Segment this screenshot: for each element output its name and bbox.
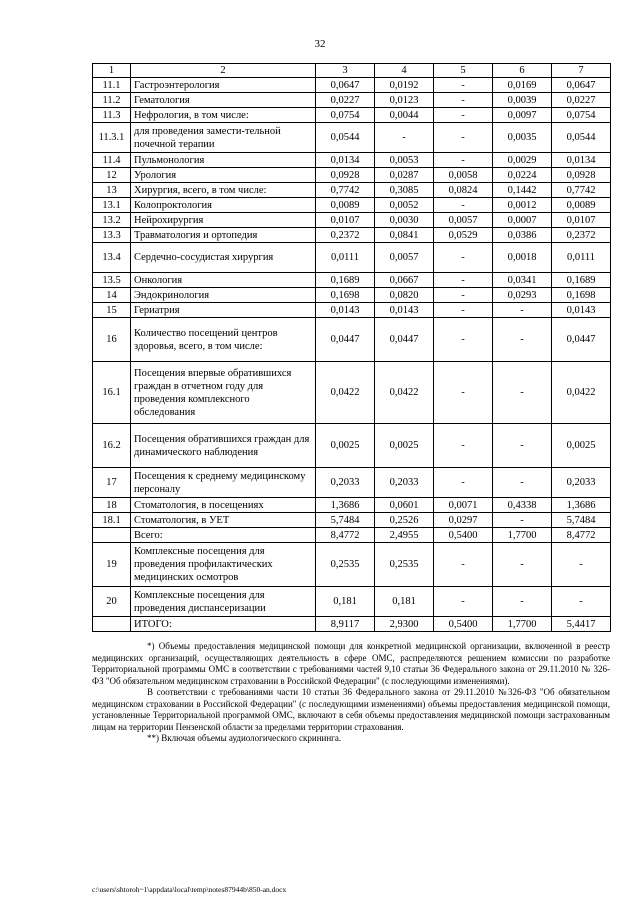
header-cell: 7 (552, 64, 611, 78)
row-number-cell: 20 (93, 587, 131, 617)
value-cell-4: 2,9300 (375, 617, 434, 632)
row-number-cell: 11.1 (93, 78, 131, 93)
value-cell-7: 0,0107 (552, 213, 611, 228)
row-name-cell: Сердечно-сосудистая хирургия (131, 243, 316, 273)
value-cell-4: - (375, 123, 434, 153)
row-name-cell: для проведения замести-тельной почечной терапии (131, 123, 316, 153)
header-cell: 6 (493, 64, 552, 78)
row-number-cell: 11.4 (93, 153, 131, 168)
table-row (93, 498, 611, 513)
value-cell-5: - (434, 288, 493, 303)
table-row (93, 243, 611, 273)
value-cell-4: 0,0123 (375, 93, 434, 108)
row-number-cell: 16.2 (93, 424, 131, 468)
value-cell-7: 5,7484 (552, 513, 611, 528)
value-cell-7: - (552, 587, 611, 617)
value-cell-6: - (493, 303, 552, 318)
value-cell-3: 0,1698 (316, 288, 375, 303)
value-cell-5: - (434, 93, 493, 108)
page-number: 32 (314, 38, 326, 50)
value-cell-3: 0,2535 (316, 543, 375, 587)
value-cell-4: 0,0053 (375, 153, 434, 168)
table-row (93, 424, 611, 468)
value-cell-4: 0,0422 (375, 362, 434, 424)
table-row (93, 318, 611, 362)
table-row (93, 273, 611, 288)
table-row (93, 528, 611, 543)
value-cell-3: 0,0107 (316, 213, 375, 228)
value-cell-5: 0,5400 (434, 617, 493, 632)
value-cell-3: 0,0447 (316, 318, 375, 362)
row-name-cell: Посещения к среднему медицинскому персоналу (131, 468, 316, 498)
table-row (93, 93, 611, 108)
table-row (93, 108, 611, 123)
value-cell-4: 0,0030 (375, 213, 434, 228)
value-cell-5: - (434, 108, 493, 123)
row-number-cell: 13 (93, 183, 131, 198)
value-cell-5: - (434, 243, 493, 273)
row-name-cell: Травматология и ортопедия (131, 228, 316, 243)
value-cell-6: 0,0341 (493, 273, 552, 288)
value-cell-3: 0,0089 (316, 198, 375, 213)
row-number-cell: 13.4 (93, 243, 131, 273)
value-cell-7: 0,0928 (552, 168, 611, 183)
table-row (93, 78, 611, 93)
value-cell-4: 0,2535 (375, 543, 434, 587)
value-cell-7: 0,0647 (552, 78, 611, 93)
value-cell-7: 0,0227 (552, 93, 611, 108)
value-cell-6: - (493, 587, 552, 617)
value-cell-5: - (434, 543, 493, 587)
row-name-cell: Урология (131, 168, 316, 183)
value-cell-7: 0,1698 (552, 288, 611, 303)
value-cell-3: 0,0025 (316, 424, 375, 468)
value-cell-7: 0,1689 (552, 273, 611, 288)
value-cell-4: 0,0044 (375, 108, 434, 123)
row-number-cell: 15 (93, 303, 131, 318)
value-cell-6: - (493, 468, 552, 498)
table-row (93, 303, 611, 318)
row-name-cell: Гериатрия (131, 303, 316, 318)
value-cell-5: 0,0824 (434, 183, 493, 198)
value-cell-7: 0,0754 (552, 108, 611, 123)
value-cell-6: - (493, 318, 552, 362)
value-cell-5: - (434, 78, 493, 93)
row-number-cell: 18.1 (93, 513, 131, 528)
value-cell-4: 0,3085 (375, 183, 434, 198)
row-number-cell: 11.2 (93, 93, 131, 108)
value-cell-3: 0,7742 (316, 183, 375, 198)
row-number-cell: 19 (93, 543, 131, 587)
table-row (93, 153, 611, 168)
header-cell: 3 (316, 64, 375, 78)
value-cell-6: 0,0012 (493, 198, 552, 213)
value-cell-6: 0,4338 (493, 498, 552, 513)
value-cell-6: 0,0029 (493, 153, 552, 168)
value-cell-6: - (493, 543, 552, 587)
value-cell-7: 0,0544 (552, 123, 611, 153)
row-number-cell: 13.1 (93, 198, 131, 213)
value-cell-7: 8,4772 (552, 528, 611, 543)
row-number-cell: 16 (93, 318, 131, 362)
value-cell-5: 0,0529 (434, 228, 493, 243)
value-cell-5: - (434, 273, 493, 288)
value-cell-7: - (552, 543, 611, 587)
value-cell-7: 0,0422 (552, 362, 611, 424)
table-row (93, 183, 611, 198)
row-name-cell: Пульмонология (131, 153, 316, 168)
row-name-cell: Всего: (131, 528, 316, 543)
row-number-cell: 11.3.1 (93, 123, 131, 153)
value-cell-4: 0,0192 (375, 78, 434, 93)
value-cell-7: 0,0111 (552, 243, 611, 273)
value-cell-6: 0,0386 (493, 228, 552, 243)
value-cell-7: 1,3686 (552, 498, 611, 513)
table-row (93, 198, 611, 213)
value-cell-6: 0,0293 (493, 288, 552, 303)
volumes-table (92, 63, 611, 632)
table-row (93, 617, 611, 632)
row-number-cell: 18 (93, 498, 131, 513)
value-cell-3: 0,0111 (316, 243, 375, 273)
value-cell-4: 0,0447 (375, 318, 434, 362)
table-row (93, 362, 611, 424)
value-cell-3: 0,0134 (316, 153, 375, 168)
value-cell-6: 0,0224 (493, 168, 552, 183)
value-cell-4: 0,0057 (375, 243, 434, 273)
value-cell-4: 0,0025 (375, 424, 434, 468)
value-cell-4: 0,0841 (375, 228, 434, 243)
row-number-cell: 16.1 (93, 362, 131, 424)
value-cell-4: 0,2526 (375, 513, 434, 528)
footnote-2: В соответствии с требованиями части 10 статьи 36 Федерального закона от 29.11.2010 №326-ФЗ "Об обязательном медицинском страховании в Российской Федерации" (с последующими изменениями) объемы предоставления медицинской помощи, установленные Территориальной программой ОМС, включают в себя объемы предоставления медицинской помощи застрахованным лицам на территории Пензенской области за пределами территории страхования. (92, 687, 610, 732)
value-cell-3: 8,4772 (316, 528, 375, 543)
value-cell-5: - (434, 587, 493, 617)
value-cell-5: - (434, 123, 493, 153)
value-cell-5: - (434, 153, 493, 168)
value-cell-4: 2,4955 (375, 528, 434, 543)
value-cell-3: 0,2033 (316, 468, 375, 498)
header-cell: 1 (93, 64, 131, 78)
value-cell-3: 5,7484 (316, 513, 375, 528)
row-number-cell: 11.3 (93, 108, 131, 123)
row-name-cell: Гастроэнтерология (131, 78, 316, 93)
value-cell-6: 0,0035 (493, 123, 552, 153)
value-cell-3: 0,0754 (316, 108, 375, 123)
row-name-cell: Стоматология, в УЕТ (131, 513, 316, 528)
row-name-cell: Комплексные посещения для проведения диспансеризации (131, 587, 316, 617)
value-cell-4: 0,0143 (375, 303, 434, 318)
table-row (93, 288, 611, 303)
value-cell-5: - (434, 303, 493, 318)
value-cell-6: - (493, 362, 552, 424)
value-cell-5: - (434, 468, 493, 498)
footnote-1: *) Объемы предоставления медицинской помощи для конкретной медицинской организации, включенной в реестр медицинских организаций, осуществляющих деятельность в сфере ОМС, распределяются решением комиссии по разработке Территориальной программы ОМС в соответствии с требованиями частей 9,10 статьи 36 Федерального закона от 29.11.2010 № 326-ФЗ "Об обязательном медицинском страховании в Российской Федерации" (с последующими изменениями). (92, 641, 610, 686)
value-cell-7: 0,0025 (552, 424, 611, 468)
row-name-cell: Нефрология, в том числе: (131, 108, 316, 123)
value-cell-4: 0,2033 (375, 468, 434, 498)
value-cell-3: 0,181 (316, 587, 375, 617)
value-cell-4: 0,0601 (375, 498, 434, 513)
table-row (93, 168, 611, 183)
value-cell-7: 0,7742 (552, 183, 611, 198)
value-cell-3: 0,0647 (316, 78, 375, 93)
row-name-cell: Нейрохирургия (131, 213, 316, 228)
value-cell-3: 0,0227 (316, 93, 375, 108)
value-cell-6: 1,7700 (493, 617, 552, 632)
value-cell-7: 0,0134 (552, 153, 611, 168)
row-number-cell: 13.3 (93, 228, 131, 243)
row-name-cell: ИТОГО: (131, 617, 316, 632)
value-cell-6: 0,0007 (493, 213, 552, 228)
value-cell-3: 0,0143 (316, 303, 375, 318)
value-cell-6: 0,0097 (493, 108, 552, 123)
value-cell-5: 0,0058 (434, 168, 493, 183)
table-row (93, 123, 611, 153)
table-row (93, 213, 611, 228)
row-name-cell: Хирургия, всего, в том числе: (131, 183, 316, 198)
value-cell-7: 5,4417 (552, 617, 611, 632)
row-name-cell: Количество посещений центров здоровья, всего, в том числе: (131, 318, 316, 362)
footnote-3: **) Включая объемы аудиологического скрининга. (147, 733, 342, 743)
value-cell-3: 0,1689 (316, 273, 375, 288)
value-cell-4: 0,0820 (375, 288, 434, 303)
value-cell-6: - (493, 513, 552, 528)
value-cell-4: 0,181 (375, 587, 434, 617)
row-number-cell (93, 617, 131, 632)
value-cell-3: 0,0928 (316, 168, 375, 183)
row-name-cell: Гематология (131, 93, 316, 108)
value-cell-3: 0,0544 (316, 123, 375, 153)
value-cell-6: 0,0169 (493, 78, 552, 93)
value-cell-5: - (434, 424, 493, 468)
header-cell: 4 (375, 64, 434, 78)
value-cell-6: 1,7700 (493, 528, 552, 543)
value-cell-5: 0,0071 (434, 498, 493, 513)
value-cell-7: 0,0447 (552, 318, 611, 362)
footnotes (92, 641, 610, 745)
table-row (93, 513, 611, 528)
value-cell-5: 0,5400 (434, 528, 493, 543)
row-name-cell: Посещения впервые обратившихся граждан в отчетном году для проведения комплексного обследования (131, 362, 316, 424)
value-cell-7: 0,0143 (552, 303, 611, 318)
row-number-cell (93, 528, 131, 543)
value-cell-5: - (434, 362, 493, 424)
row-number-cell: 17 (93, 468, 131, 498)
value-cell-3: 0,2372 (316, 228, 375, 243)
row-name-cell: Стоматология, в посещениях (131, 498, 316, 513)
table-row (93, 543, 611, 587)
row-number-cell: 14 (93, 288, 131, 303)
value-cell-6: 0,0018 (493, 243, 552, 273)
value-cell-3: 0,0422 (316, 362, 375, 424)
header-cell: 5 (434, 64, 493, 78)
value-cell-5: 0,0057 (434, 213, 493, 228)
table-header-row (93, 64, 611, 78)
row-name-cell: Посещения обратившихся граждан для динамического наблюдения (131, 424, 316, 468)
row-name-cell: Эндокринология (131, 288, 316, 303)
row-name-cell: Онкология (131, 273, 316, 288)
row-name-cell: Комплексные посещения для проведения профилактических медицинских осмотров (131, 543, 316, 587)
row-name-cell: Колопроктология (131, 198, 316, 213)
value-cell-6: - (493, 424, 552, 468)
row-number-cell: 13.5 (93, 273, 131, 288)
table-row (93, 468, 611, 498)
value-cell-5: - (434, 198, 493, 213)
value-cell-4: 0,0667 (375, 273, 434, 288)
value-cell-5: 0,0297 (434, 513, 493, 528)
value-cell-7: 0,0089 (552, 198, 611, 213)
value-cell-6: 0,0039 (493, 93, 552, 108)
value-cell-7: 0,2033 (552, 468, 611, 498)
value-cell-5: - (434, 318, 493, 362)
row-number-cell: 13.2 (93, 213, 131, 228)
row-number-cell: 12 (93, 168, 131, 183)
value-cell-3: 8,9117 (316, 617, 375, 632)
file-path: c:\users\shtoroh~1\appdata\local\temp\notes87944b\850-an.docx (92, 885, 287, 894)
table-row (93, 228, 611, 243)
value-cell-4: 0,0287 (375, 168, 434, 183)
value-cell-4: 0,0052 (375, 198, 434, 213)
header-cell: 2 (131, 64, 316, 78)
table-row (93, 587, 611, 617)
value-cell-6: 0,1442 (493, 183, 552, 198)
value-cell-3: 1,3686 (316, 498, 375, 513)
value-cell-7: 0,2372 (552, 228, 611, 243)
